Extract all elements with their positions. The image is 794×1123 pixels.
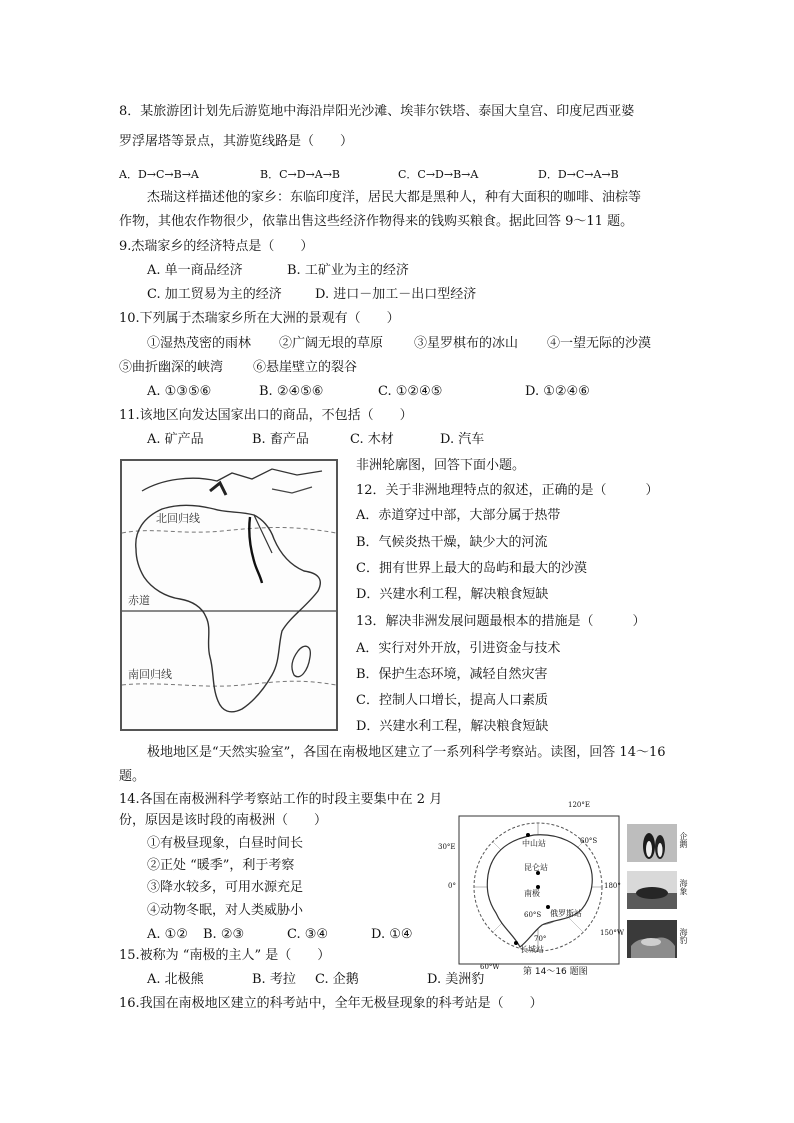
- q10-item-4: ④一望无际的沙漠: [547, 336, 652, 351]
- q12-stem: 12．关于非洲地理特点的叙述，正确的是（ ）: [356, 483, 659, 498]
- lat-60s-low-label: 60°S: [524, 911, 542, 919]
- q8-stem-line1: 8．某旅游团计划先后游览地中海沿岸阳光沙滩、埃菲尔铁塔、泰国大皇宫、印度尼西亚婆: [119, 104, 635, 119]
- q14-item-3: ③降水较多，可用水源充足: [147, 880, 304, 895]
- q15-option-d: D. 美洲豹: [427, 972, 485, 987]
- madagascar: [292, 646, 310, 677]
- q14-option-c: C. ③④: [287, 927, 329, 942]
- changcheng-station-label: 长城站: [520, 945, 544, 954]
- penguin-photo: [627, 824, 677, 862]
- zhongshan-station-label: 中山站: [522, 839, 546, 848]
- q8-option-a: A．D→C→B→A: [119, 168, 199, 181]
- q14-option-d: D. ①④: [371, 927, 413, 942]
- lon-0-label: 0°: [448, 882, 456, 890]
- q11-option-d: D. 汽车: [440, 432, 485, 447]
- q12-option-c: C．拥有世界上最大的岛屿和最大的沙漠: [356, 561, 587, 576]
- q8-option-b: B．C→D→A→B: [260, 168, 340, 181]
- tropic-of-cancer-line: [122, 528, 336, 534]
- q14-stem-line1: 14.各国在南极洲科学考察站工作的时段主要集中在 2 月: [119, 792, 443, 807]
- label-tropic-of-capricorn: 南回归线: [128, 668, 172, 681]
- q12-option-d: D．兴建水利工程，解决粮食短缺: [356, 587, 549, 602]
- africa-outline-map: [120, 459, 338, 731]
- q10-item-5: ⑤曲折幽深的峡湾: [119, 360, 224, 375]
- q9-option-b: B. 工矿业为主的经济: [287, 263, 409, 278]
- q12-option-b: B．气候炎热干燥，缺少大的河流: [356, 535, 548, 550]
- q14-item-4: ④动物冬眠，对人类威胁小: [147, 903, 304, 918]
- q10-option-d: D. ①②④⑥: [525, 384, 590, 399]
- lon-60w-label: 60°W: [480, 963, 500, 971]
- q14-option-a: A. ①②: [147, 927, 188, 942]
- intro-14-16-line2: 题。: [119, 769, 146, 784]
- lon-120e-label: 120°E: [568, 801, 590, 809]
- q10-option-a: A. ①③⑤⑥: [147, 384, 212, 399]
- south-pole-label: 南极: [524, 889, 540, 898]
- antarctic-map: [438, 801, 625, 971]
- q13-option-c: C．控制人口增长，提高人口素质: [356, 693, 548, 708]
- label-tropic-of-cancer: 北回归线: [156, 512, 200, 525]
- middle-east-coast: [272, 487, 312, 493]
- lon-30e-label: 30°E: [438, 843, 456, 851]
- antarctic-map-caption: 第 14～16 题图: [523, 967, 588, 977]
- q11-option-a: A. 矿产品: [147, 432, 204, 447]
- q15-option-c: C. 企鹅: [315, 972, 359, 987]
- q11-stem: 11.该地区向发达国家出口的商品，不包括（ ）: [119, 408, 413, 423]
- q10-stem: 10.下列属于杰瑞家乡所在大洲的景观有（ ）: [119, 311, 400, 326]
- label-equator: 赤道: [128, 594, 150, 607]
- q9-option-a: A. 单一商品经济: [147, 263, 243, 278]
- penguin-label: 企鹅: [679, 832, 688, 848]
- q8-option-d: D．D→C→A→B: [538, 168, 619, 181]
- q12-option-a: A．赤道穿过中部，大部分属于热带: [356, 508, 561, 523]
- q9-option-c: C. 加工贸易为主的经济: [147, 287, 282, 302]
- q10-item-6: ⑥悬崖壁立的裂谷: [253, 360, 358, 375]
- lon-180-label: 180°: [604, 882, 621, 890]
- seal-photo: [627, 920, 677, 958]
- changcheng-station-dot: [514, 941, 518, 945]
- zhongshan-station-dot: [526, 833, 530, 837]
- europe-coast: [142, 469, 322, 491]
- q8-stem-line2: 罗浮屠塔等景点，其游览线路是（ ）: [119, 134, 354, 149]
- q10-item-3: ③星罗棋布的冰山: [414, 336, 519, 351]
- q13-option-d: D．兴建水利工程，解决粮食短缺: [356, 719, 549, 734]
- q11-option-c: C. 木材: [350, 432, 394, 447]
- q9-option-d: D. 进口－加工－出口型经济: [315, 287, 477, 302]
- seal-label: 海豹: [679, 928, 688, 944]
- q15-option-a: A. 北极熊: [147, 972, 204, 987]
- walrus-photo: [627, 871, 677, 909]
- q8-option-c: C．C→D→B→A: [398, 168, 479, 181]
- intro-12-13: 非洲轮廓图，回答下面小题。: [356, 458, 526, 473]
- intro-9-11-line2: 作物，其他农作物很少，依靠出售这些经济作物得来的钱购买粮食。据此回答 9～11 题。: [119, 214, 634, 229]
- q11-option-b: B. 畜产品: [252, 432, 309, 447]
- q13-option-a: A．实行对外开放，引进资金与技术: [356, 641, 561, 656]
- intro-9-11-line1: 杰瑞这样描述他的家乡：东临印度洋，居民大都是黑种人，种有大面积的咖啡、油棕等: [147, 190, 642, 205]
- q15-option-b: B. 考拉: [252, 972, 296, 987]
- q14-option-b: B. ②③: [203, 927, 245, 942]
- africa-map-svg: [122, 461, 336, 729]
- q10-item-1: ①湿热茂密的雨林: [147, 336, 252, 351]
- q13-option-b: B．保护生态环境，减轻自然灾害: [356, 667, 548, 682]
- q9-stem: 9.杰瑞家乡的经济特点是（ ）: [119, 239, 314, 254]
- q14-item-1: ①有极昼现象，白昼时间长: [147, 836, 304, 851]
- q13-stem: 13．解决非洲发展问题最根本的措施是（ ）: [356, 614, 646, 629]
- walrus-label: 海象: [679, 879, 688, 895]
- q14-item-2: ②正处 “暖季”，利于考察: [147, 858, 295, 873]
- lon-150w-label: 150°W: [600, 929, 625, 937]
- q10-option-b: B. ②④⑤⑥: [259, 384, 324, 399]
- russia-station-label: 俄罗斯站: [550, 909, 582, 918]
- q15-stem: 15.被称为 “南极的主人” 是（ ）: [119, 948, 331, 963]
- q10-option-c: C. ①②④⑤: [378, 384, 443, 399]
- q10-item-2: ②广阔无垠的草原: [279, 336, 384, 351]
- q16-stem: 16.我国在南极地区建立的科考站中，全年无极昼现象的科考站是（ ）: [119, 996, 543, 1011]
- lat-70-label: 70°: [534, 935, 547, 943]
- kunlun-station-label: 昆仑站: [524, 863, 548, 872]
- intro-14-16-line1: 极地地区是“天然实验室”，各国在南极地区建立了一系列科学考察站。读图，回答 14～16: [147, 745, 666, 760]
- lat-60s-top-label: 60°S: [580, 837, 598, 845]
- q14-stem-line2: 份，原因是该时段的南极洲（ ）: [119, 813, 328, 828]
- italy-peninsula: [210, 483, 226, 495]
